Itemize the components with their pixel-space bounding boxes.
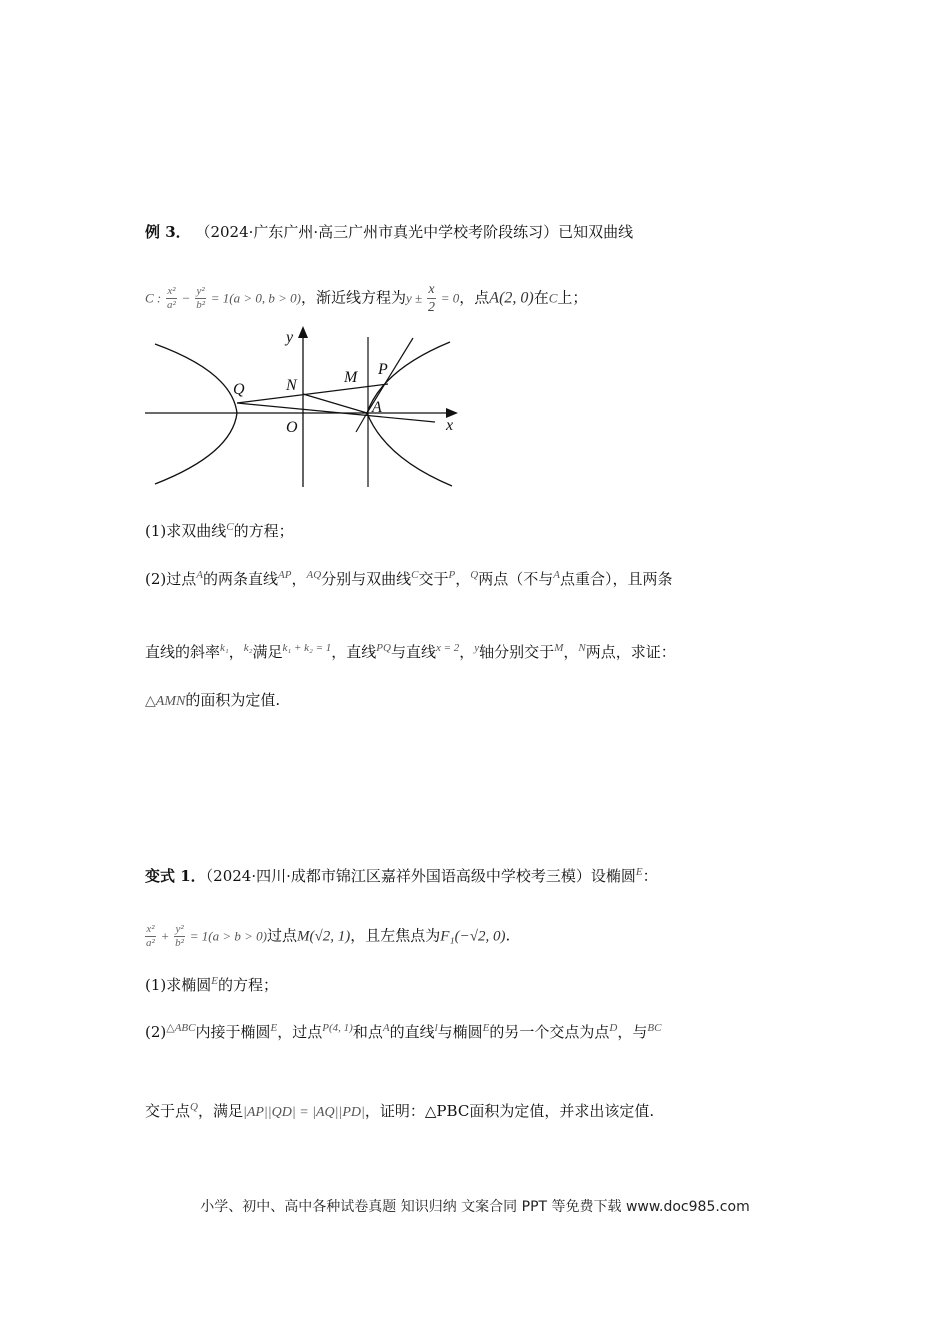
line-PQ [237,384,388,403]
label-O: O [286,419,298,436]
ex3-question-2-line2: 直线的斜率$^{k_1}$，$^{k_2}$满足$^{k_1 + k_2 = 1}$，直线$^{PQ}$与直线$^{x = 2}$，$^y$轴分别交于$^M$，$^N$两点，求证： [145,642,676,661]
example-3-title [145,221,633,243]
label-Q: Q [233,381,245,398]
page-footer: 小学、初中、高中各种试卷真题 知识归纳 文案合同 PPT 等免费下载 www.doc985.com [200,1199,750,1215]
ex3-question-2-line1: (2)过点$^A$的两条直线$^{AP}$，$^{AQ}$分别与双曲线$^C$交于$^P$，$^Q$两点（不与$^A$点重合），且两条 [145,569,673,588]
var1-question-2-line2: 交于点$^Q$，满足|AP||QD| = |AQ||PD|，证明：△PBC面积为定值，并求出该定值. [145,1101,655,1120]
ex3-question-2-line3: △AMN的面积为定值. [145,691,281,709]
var1-question-1: (1)求椭圆$^E$的方程； [145,975,278,994]
ex3-question-1: (1)求双曲线$^C$的方程； [145,521,294,540]
var1-question-2-line1: $(2)^{\triangle ABC}$内接于椭圆$^E$，过点$^{P(4, 1)}$和点$^A$的直线$^l$与椭圆$^E$的另一个交点为点$^D$，与$^{BC}$ [145,1022,662,1041]
y-axis-arrow-icon [298,326,308,338]
variant-1-title: 变式 1．（2024·四川·成都市锦江区嘉祥外国语高级中学校考三模）设椭圆$^E$： [145,866,658,885]
example-label: 例 3． [145,223,191,241]
label-N: N [286,377,297,394]
hyperbola-equation-line: C : $\frac{\text{x²}}{\text{a²}}$ − $\frac{\text{y²}}{\text{b²}}$ = 1(a > 0, b > 0)，渐近线方程为y ± $\frac{x}{2}$ = 0，点A(2, 0)在C上； [145,282,588,315]
ellipse-equation-line: $\frac{\text{x²}}{\text{a²}}$ + $\frac{\text{y²}}{\text{b²}}$ = 1(a > b > 0)过点M(√2, 1)，且左焦点为F₁(−√2, 0). [146,923,511,949]
label-M: M [344,369,358,386]
hyperbola-figure [140,322,470,502]
example-source: （2024·广东广州·高三广州市真光中学校考阶段练习）已知双曲线 [195,223,634,241]
label-P: P [378,361,388,378]
label-A: A [372,399,382,416]
label-y: y [286,329,294,346]
label-x: x [446,417,454,434]
hyperbola-left-branch [155,344,237,484]
